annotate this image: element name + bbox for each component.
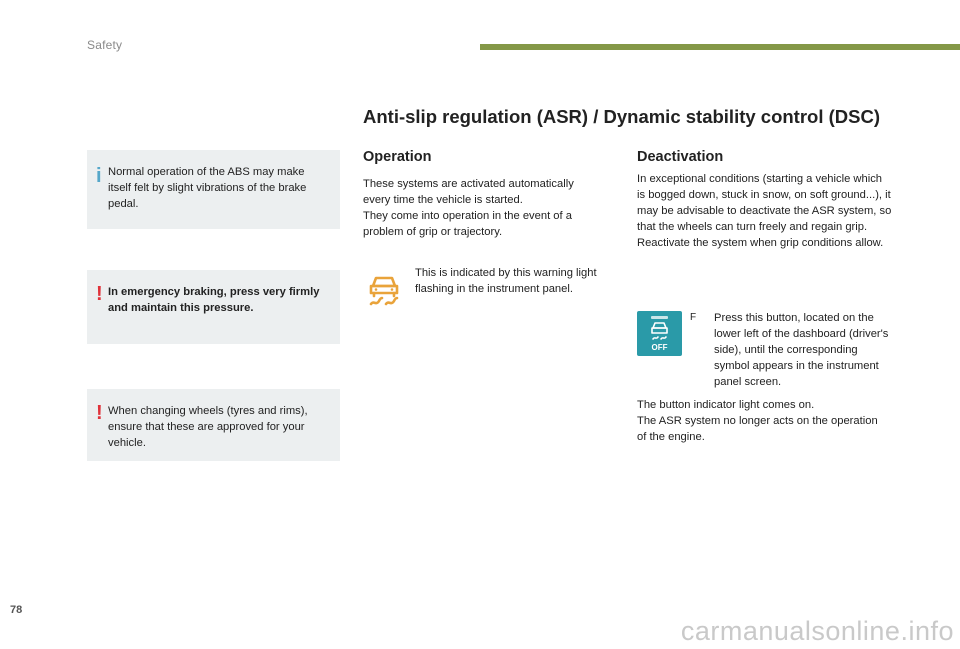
note-text: In emergency braking, press very firmly and maintain this pressure. — [108, 286, 320, 314]
bullet-arrow-icon: F — [690, 312, 697, 323]
deactivation-result: The button indicator light comes on. The ASR system no longer acts on the operation of the engine. — [637, 399, 878, 443]
watermark: carmanualsonline.info — [680, 616, 954, 646]
asr-warning-icon — [367, 271, 401, 307]
warning-marker-icon: ! — [96, 402, 103, 424]
info-marker-icon: i — [96, 165, 102, 187]
abs-info-note — [87, 150, 340, 229]
page-number: 78 — [10, 604, 23, 616]
off-label: OFF — [651, 343, 668, 352]
operation-heading: Operation — [363, 149, 432, 165]
note-text: Normal operation of the ABS may make itself felt by slight vibrations of the brake pedal. — [108, 166, 307, 210]
operation-body: These systems are activated automatically every time the vehicle is started. They come into operation in the event of a problem of grip or trajectory. — [363, 178, 574, 238]
page-title: Anti-slip regulation (ASR) / Dynamic stability control (DSC) — [363, 106, 881, 127]
section-title: Safety — [87, 38, 123, 52]
instruction-text: Press this button, located on the lower left of the dashboard (driver's side), until the corresponding symbol appears in the instrument panel screen. — [714, 312, 889, 388]
emergency-braking-warning — [87, 270, 340, 344]
note-text: When changing wheels (tyres and rims), ensure that these are approved for your vehicle. — [108, 405, 308, 449]
asr-off-button-icon — [637, 311, 682, 356]
section-accent-bar — [480, 44, 960, 50]
warning-marker-icon: ! — [96, 283, 103, 305]
deactivation-body: In exceptional conditions (starting a vehicle which is bogged down, stuck in snow, on soft ground...), it may be advisable to deactivate the ASR system, so that the wheels can turn freely and regain grip. Reactivate the system when grip conditions allow. — [637, 173, 892, 249]
deactivation-heading: Deactivation — [637, 149, 724, 165]
wheel-change-warning — [87, 389, 340, 461]
indicator-text: This is indicated by this warning light flashing in the instrument panel. — [415, 267, 597, 295]
press-button-instruction — [690, 310, 890, 390]
